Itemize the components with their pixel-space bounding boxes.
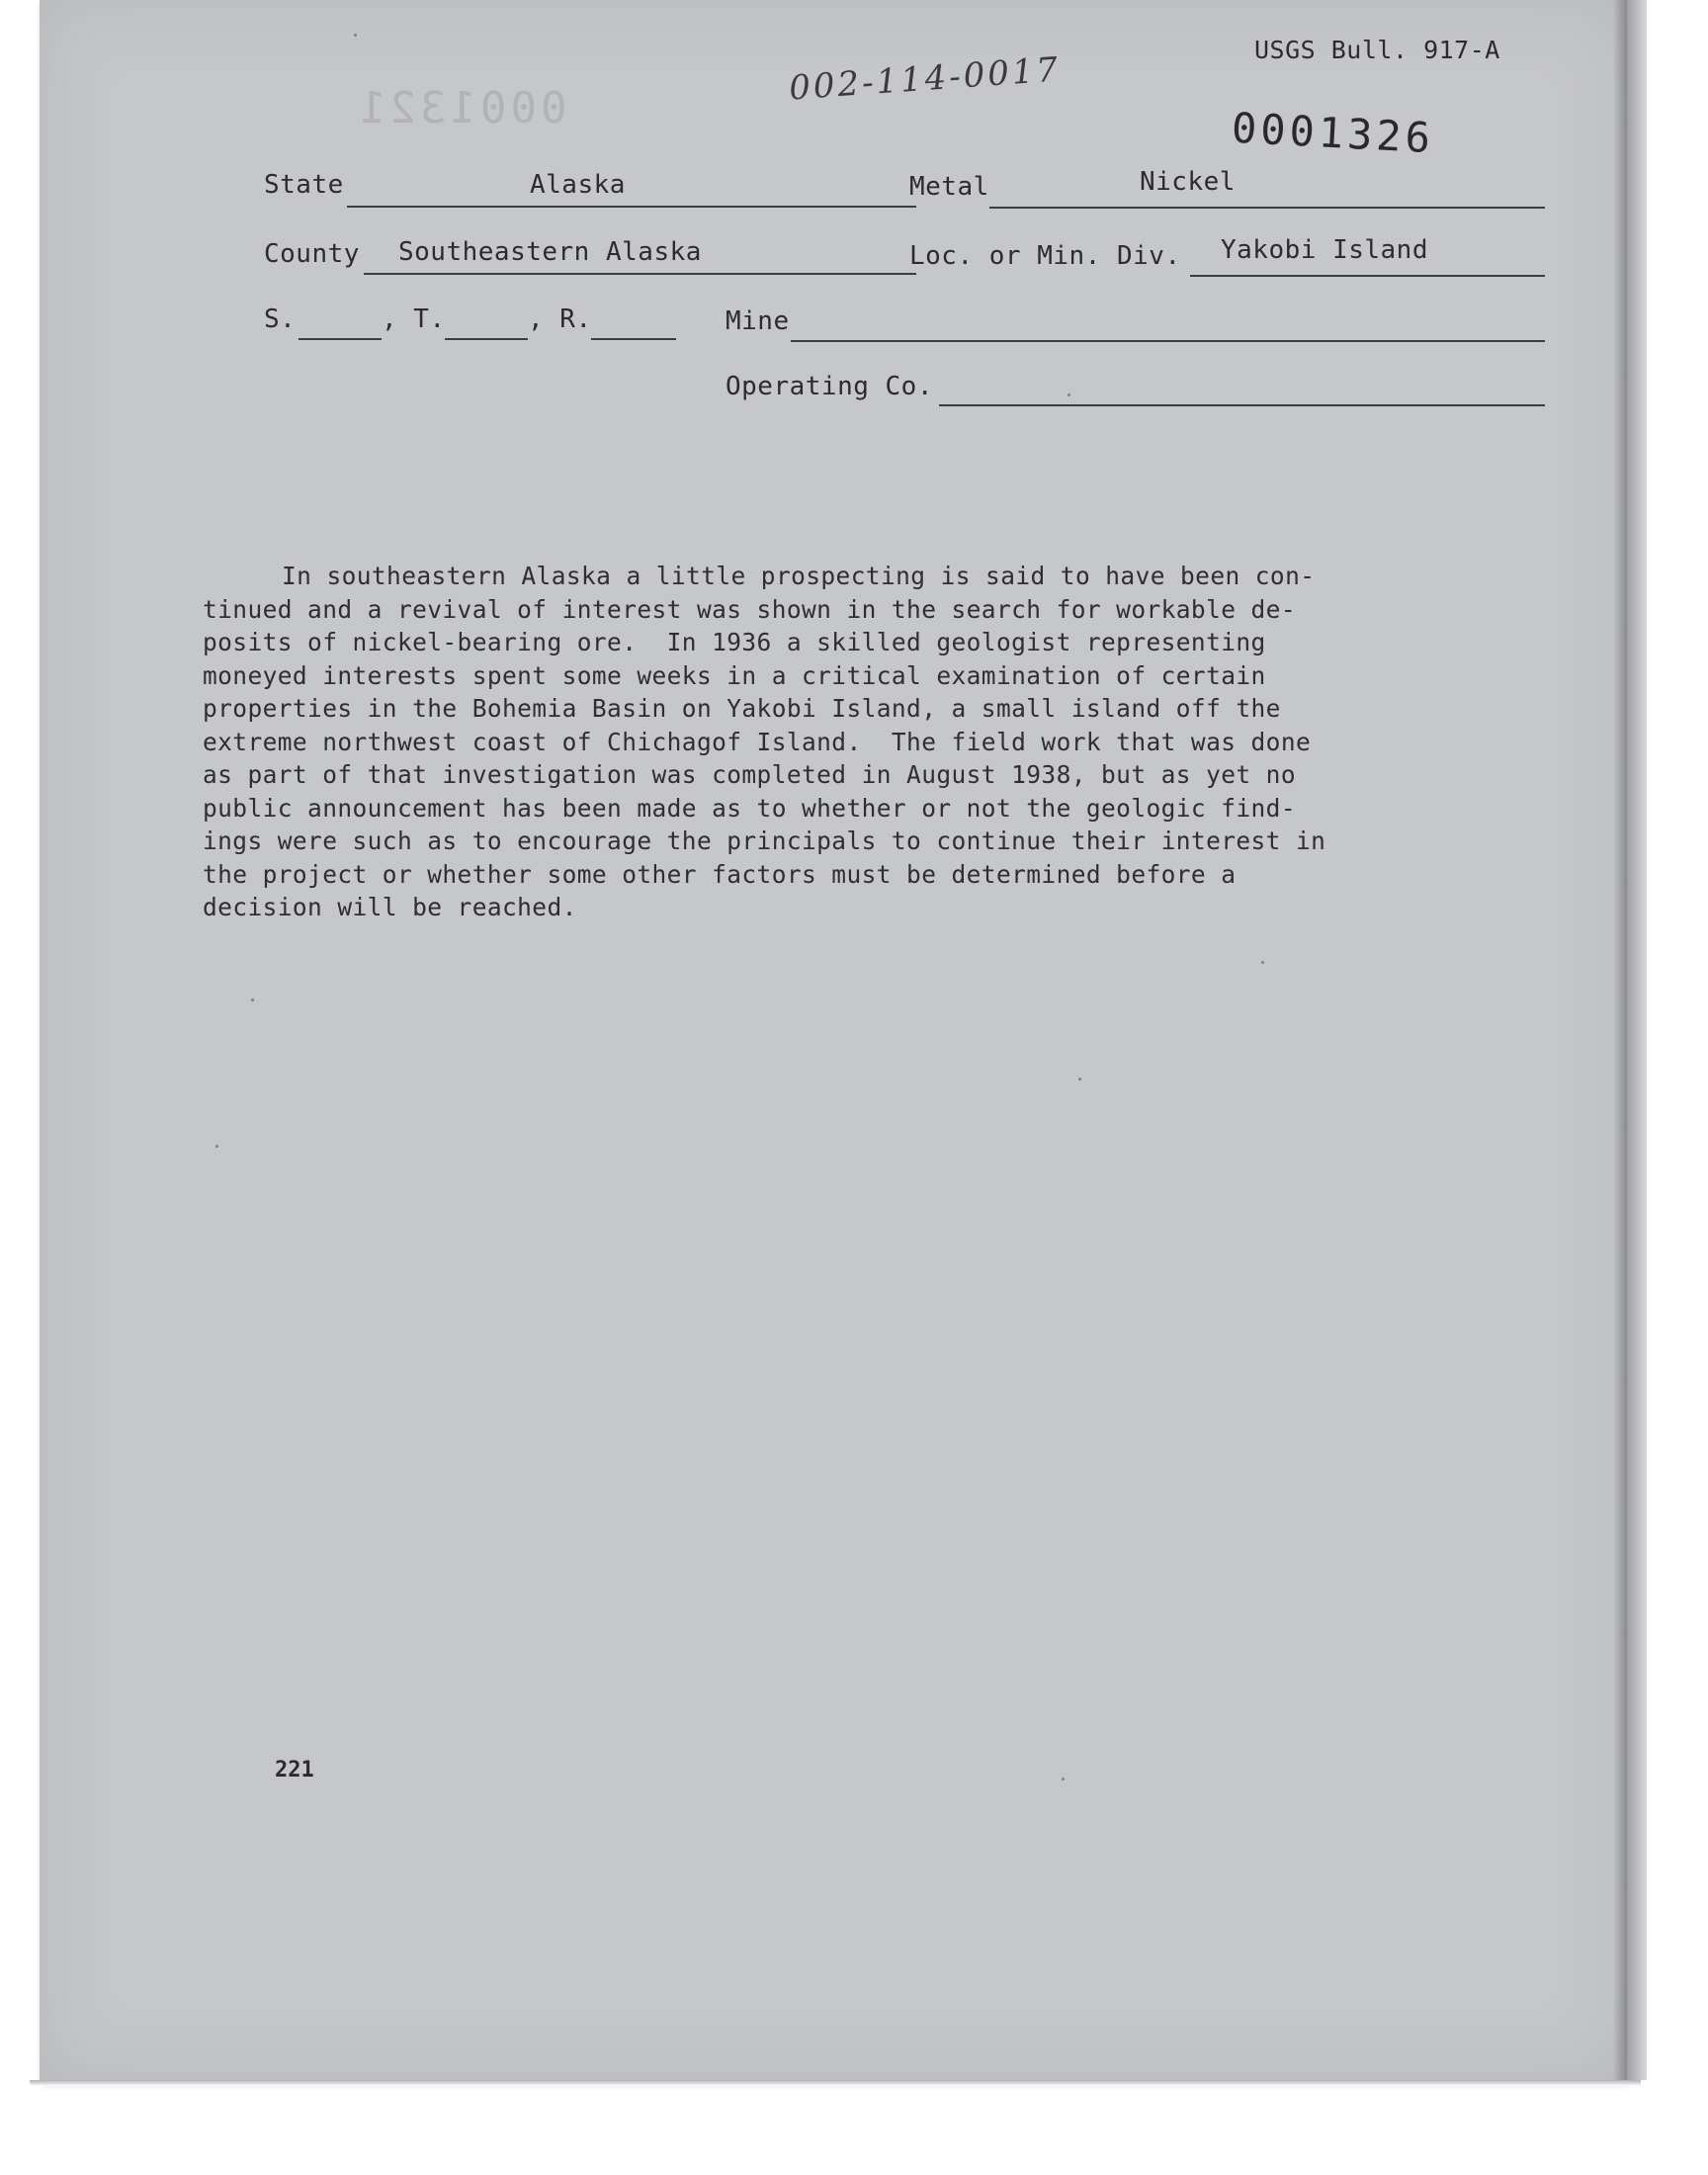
bleed-through-number: 0001321 bbox=[356, 83, 567, 133]
stamp-number: 0001326 bbox=[1230, 103, 1436, 163]
county-label: County bbox=[264, 239, 360, 269]
state-value: Alaska bbox=[530, 170, 626, 200]
section-label: S. bbox=[264, 304, 297, 334]
body-line: moneyed interests spent some weeks in a critical examination of certain bbox=[203, 660, 1266, 690]
body-line: posits of nickel-bearing ore. In 1936 a skilled geologist representing bbox=[203, 628, 1266, 656]
body-line: properties in the Bohemia Basin on Yakobi Island, a small island off the bbox=[203, 694, 1281, 723]
page-bottom-edge bbox=[30, 2080, 1641, 2086]
range-label: , R. bbox=[528, 304, 592, 334]
scan-speck bbox=[215, 1145, 218, 1148]
body-line: decision will be reached. bbox=[203, 893, 577, 921]
bulletin-reference: USGS Bull. 917-A bbox=[1254, 36, 1500, 64]
body-line: as part of that investigation was completed in August 1938, but as yet no bbox=[203, 760, 1296, 789]
loc-line bbox=[1190, 275, 1545, 277]
document-sheet bbox=[40, 0, 1627, 2080]
operating-co-label: Operating Co. bbox=[726, 372, 933, 401]
scan-speck bbox=[1261, 961, 1264, 964]
township-label: , T. bbox=[382, 304, 446, 334]
body-line: ings were such as to encourage the principals to continue their interest in bbox=[203, 826, 1326, 855]
scan-speck bbox=[1068, 393, 1070, 396]
handwritten-code: 002-114-0017 bbox=[787, 49, 1063, 109]
page-edge-strip bbox=[1627, 0, 1647, 2080]
county-line bbox=[364, 273, 916, 275]
range-line bbox=[591, 338, 676, 340]
section-line bbox=[299, 338, 382, 340]
metal-value: Nickel bbox=[1140, 167, 1236, 197]
body-line: tinued and a revival of interest was shown in the search for workable de- bbox=[203, 594, 1296, 624]
body-line: extreme northwest coast of Chichagof Island. The field work that was done bbox=[203, 727, 1312, 756]
scan-speck bbox=[1062, 1778, 1065, 1781]
state-line bbox=[347, 206, 916, 208]
body-line: the project or whether some other factors must be determined before a bbox=[203, 859, 1237, 889]
operating-co-line bbox=[939, 404, 1545, 406]
scan-speck bbox=[354, 34, 357, 37]
state-label: State bbox=[264, 170, 344, 200]
mine-line bbox=[791, 340, 1545, 342]
body-line: public announcement has been made as to whether or not the geologic find- bbox=[203, 793, 1296, 823]
county-value: Southeastern Alaska bbox=[398, 237, 702, 267]
metal-label: Metal bbox=[909, 172, 989, 202]
scan-speck bbox=[251, 999, 254, 1001]
scan-speck bbox=[1078, 1078, 1081, 1081]
body-paragraph bbox=[203, 560, 1488, 924]
mine-label: Mine bbox=[726, 306, 790, 336]
loc-value: Yakobi Island bbox=[1221, 235, 1428, 265]
metal-line bbox=[989, 207, 1545, 209]
township-line bbox=[445, 338, 528, 340]
page-mark: 221 bbox=[275, 1758, 314, 1783]
body-line: In southeastern Alaska a little prospecting is said to have been con- bbox=[282, 562, 1316, 590]
sheet-edge-shadow bbox=[1613, 0, 1627, 2080]
loc-label: Loc. or Min. Div. bbox=[909, 241, 1181, 271]
